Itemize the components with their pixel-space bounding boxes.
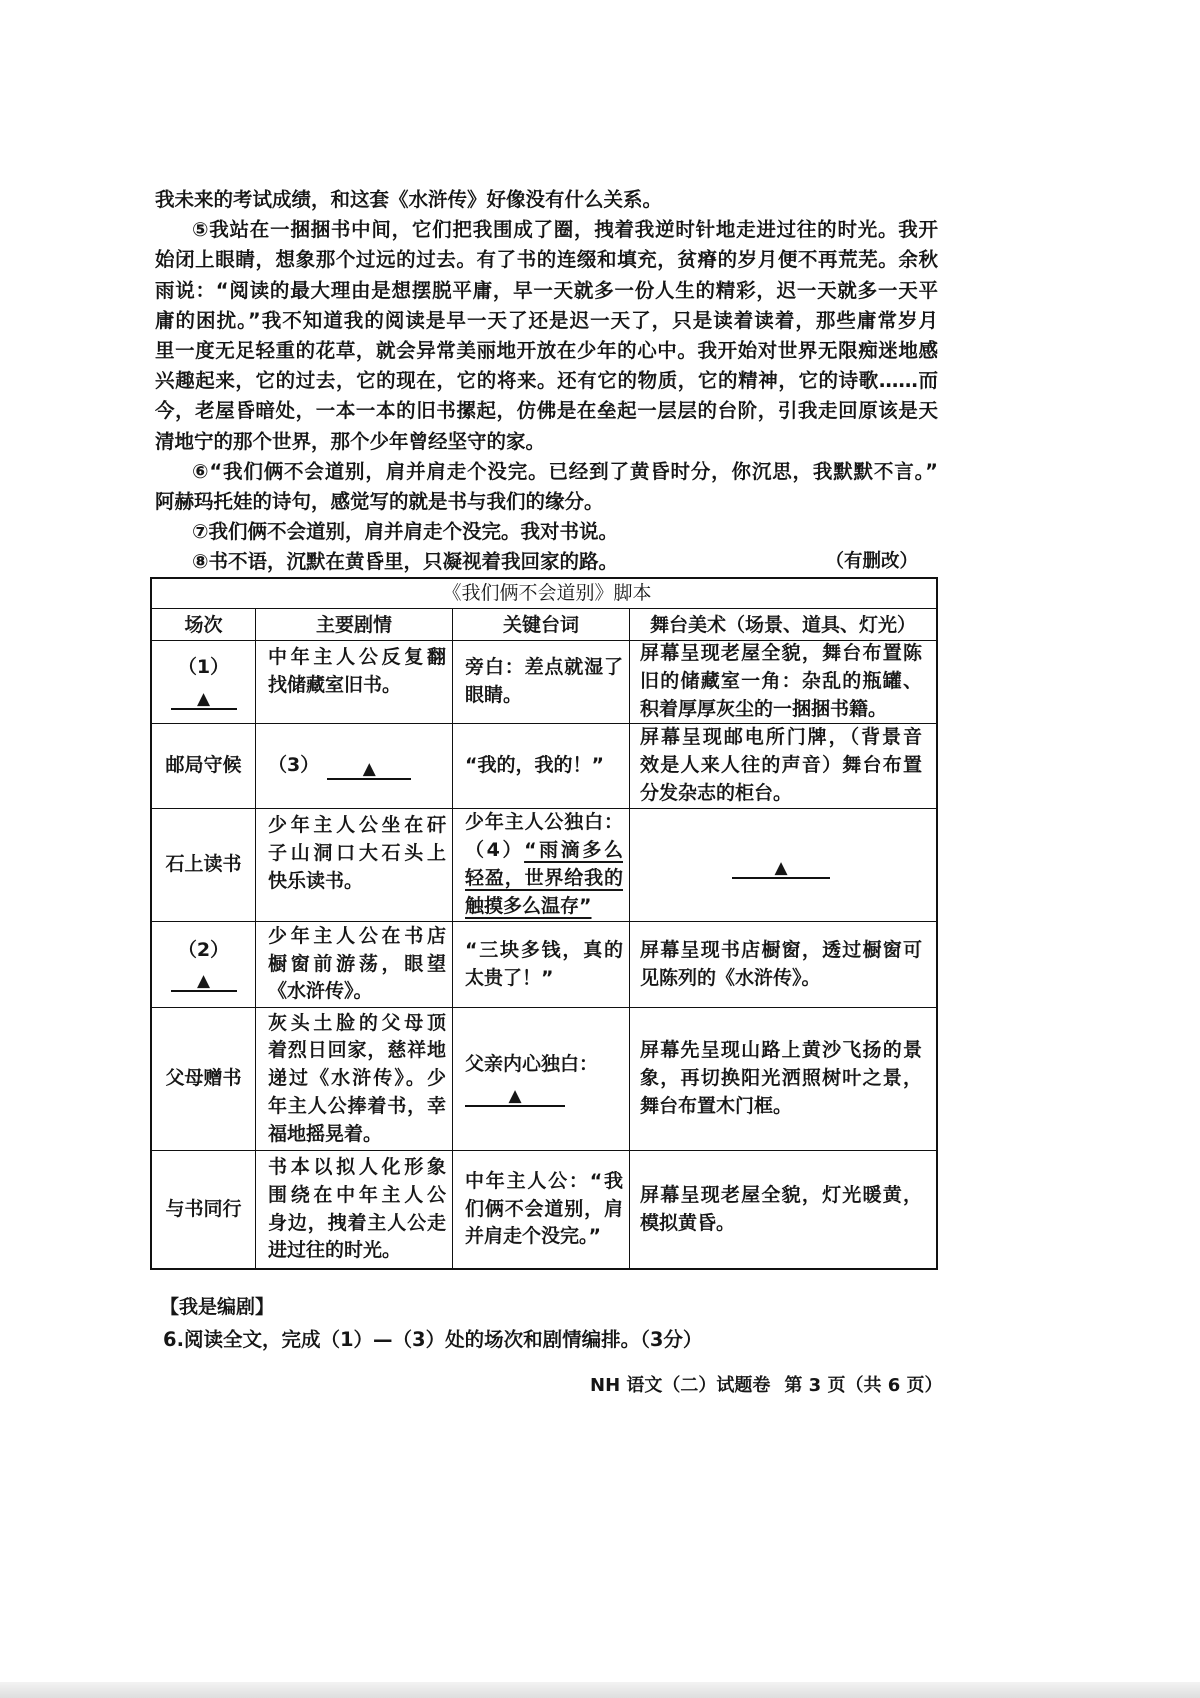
page-number: 第 3 页（共 6 页） [784, 1375, 943, 1396]
scene-text-line: 与书同行 [165, 1197, 242, 1220]
scene-cell [152, 1151, 256, 1268]
stage-text-line: 屏幕呈现书店橱窗，透过橱窗可 [640, 938, 922, 961]
stage-text-line: 象，再切换阳光洒照树叶之景， [640, 1067, 922, 1090]
passage-last-line [155, 547, 938, 577]
dialogue-text-line: “三块多钱，真的 [465, 938, 623, 961]
answer-blank-underline [171, 968, 237, 992]
stage-cell [630, 1008, 936, 1150]
plot-cell [256, 809, 453, 921]
table-title-row [152, 579, 936, 608]
dialogue-text-line: 中年主人公：“我 [465, 1169, 623, 1192]
passage-line: ⑥“我们俩不会道别，肩并肩走个没完。已经到了黄昏时分，你沉思，我默默不言。” [192, 459, 938, 483]
plot-text-line: 福地摇晃着。 [268, 1122, 383, 1145]
question-6: 6.阅读全文，完成（1）—（3）处的场次和剧情编排。（3分） [163, 1328, 703, 1351]
scene-cell [152, 724, 256, 808]
underlined-quote: 轻盈，世界给我的 [465, 867, 623, 889]
plot-text-line: 《水浒传》。 [268, 980, 373, 1003]
dialogue-text-line: 旁白：差点就湿了 [465, 656, 623, 679]
dialogue-text-line: “我的，我的！” [465, 754, 604, 777]
scene-text-line: 石上读书 [165, 853, 242, 876]
plot-cell [256, 1151, 453, 1268]
answer-blank-underline [327, 756, 411, 780]
plot-label: （3） [268, 754, 320, 777]
section-heading: 【我是编剧】 [160, 1296, 275, 1318]
table-row [152, 723, 936, 808]
plot-text-line: 快乐读书。 [268, 869, 364, 892]
script-table [150, 577, 938, 1270]
answer-blank-underline [171, 686, 237, 710]
table-row [152, 640, 936, 723]
underlined-quote: 触摸多么温存” [465, 894, 592, 917]
dialogue-text-line: 们俩不会道别，肩 [465, 1197, 623, 1220]
passage-line: 兴趣起来，它的过去，它的现在，它的将来。还有它的物质，它的精神，它的诗歌……而 [155, 369, 938, 393]
plot-cell [256, 922, 453, 1007]
header-plot: 主要剧情 [256, 609, 453, 640]
table-row [152, 1150, 936, 1268]
stage-text-line: 屏幕呈现邮电所门牌，（背景音 [640, 726, 922, 749]
answer-blank-underline [465, 1083, 565, 1107]
stage-text-line: 舞台布置木门框。 [640, 1094, 793, 1117]
plot-text-line: 橱窗前游荡，眼望 [268, 952, 446, 975]
table-row [152, 1007, 936, 1150]
plot-text-line: 书本以拟人化形象 [268, 1155, 446, 1178]
dialogue-text-line: 并肩走个没完。” [465, 1225, 601, 1248]
question-marker: （4） [465, 839, 525, 862]
dialogue-cell [453, 724, 630, 808]
plot-text-line: 着烈日回家，慈祥地 [268, 1039, 446, 1062]
stage-text-line: 积着厚厚灰尘的一捆捆书籍。 [640, 697, 888, 720]
scene-cell [152, 922, 256, 1007]
passage-line: 始闭上眼睛，想象那个过远的过去。有了书的连缀和填充，贫瘠的岁月便不再荒芜。余秋 [155, 248, 938, 272]
dialogue-text-line [465, 865, 623, 893]
header-scene: 场次 [152, 609, 256, 640]
plot-cell [256, 641, 453, 723]
exam-name: NH 语文（二）试题卷 [590, 1375, 771, 1396]
triangle-marker-icon: ▲ [196, 688, 211, 709]
dialogue-text-line: 眼睛。 [465, 684, 523, 706]
plot-text-line: 少年主人公在书店 [268, 924, 446, 947]
plot-text-line: 年主人公捧着书，幸 [268, 1094, 446, 1117]
dialogue-cell [453, 922, 630, 1007]
header-dialogue: 关键台词 [453, 609, 630, 640]
table-header-row [152, 608, 936, 640]
answer-blank-underline [732, 855, 830, 879]
table-row [152, 808, 936, 921]
scene-label: （2） [177, 938, 230, 961]
scene-label: （1） [177, 656, 230, 679]
scene-cell [152, 1008, 256, 1150]
stage-text-line: 效是人来人往的声音）舞台布置 [640, 754, 922, 777]
reading-passage [155, 185, 938, 577]
header-stage: 舞台美术（场景、道具、灯光） [649, 613, 916, 636]
plot-text-line: 围绕在中年主人公 [268, 1183, 446, 1206]
dialogue-cell [453, 809, 630, 921]
passage-line: 今，老屋昏暗处，一本一本的旧书摞起，仿佛是在垒起一层层的台阶，引我走回原该是天 [155, 399, 938, 423]
plot-cell [256, 1008, 453, 1150]
plot-text-line: 灰头土脸的父母顶 [268, 1011, 446, 1034]
triangle-marker-icon: ▲ [508, 1085, 522, 1106]
plot-text-line: 递过《水浒传》。少 [268, 1067, 446, 1090]
stage-text-line: 屏幕先呈现山路上黄沙飞扬的景 [640, 1039, 922, 1062]
passage-line: 里一度无足轻重的花草，就会异常美丽地开放在少年的心中。我开始对世界无限痴迷地感 [155, 338, 938, 362]
dialogue-cell [453, 1151, 630, 1268]
dialogue-text-line [465, 893, 623, 921]
table-body [152, 640, 936, 1268]
passage-line: ⑧书不语，沉默在黄昏里，只凝视着我回家的路。 [192, 550, 619, 574]
dialogue-cell [453, 641, 630, 723]
dialogue-cell [453, 1008, 630, 1150]
dialogue-text-line: 少年主人公独白： [465, 811, 623, 834]
passage-line: 清地宁的那个世界，那个少年曾经坚守的家。 [155, 429, 546, 453]
answer-blank [152, 965, 255, 993]
plot-text-line: 少年主人公坐在矸 [268, 814, 446, 836]
passage-line: 雨说：“阅读的最大理由是想摆脱平庸，早一天就多一份人生的精彩，迟一天就多一天平 [155, 278, 938, 302]
plot-text-line: 找储藏室旧书。 [268, 673, 402, 696]
plot-cell [256, 724, 453, 808]
stage-cell [630, 724, 936, 808]
page-footer [590, 1371, 943, 1397]
scene-cell [152, 809, 256, 921]
passage-line: 我未来的考试成绩，和这套《水浒传》好像没有什么关系。 [155, 188, 663, 211]
scene-text-line: 邮局守候 [165, 754, 242, 777]
passage-line: 阿赫玛托娃的诗句，感觉写的就是书与我们的缘分。 [155, 489, 604, 513]
plot-text-line: 身边，拽着主人公走 [268, 1211, 446, 1234]
stage-text-line: 模拟黄昏。 [640, 1211, 736, 1234]
passage-line: ⑤我站在一捆捆书中间，它们把我围成了圈，拽着我逆时针地走进过往的时光。我开 [192, 218, 938, 242]
scene-text-line: 父母赠书 [165, 1067, 242, 1090]
plot-text-line: 进过往的时光。 [268, 1239, 402, 1262]
stage-cell [630, 641, 936, 723]
stage-text-line: 屏幕呈现老屋全貌，灯光暖黄， [640, 1183, 922, 1206]
table-row [152, 921, 936, 1007]
stage-cell [630, 922, 936, 1007]
passage-line: 庸的困扰。”我不知道我的阅读是早一天了还是迟一天了，只是读着读着，那些庸常岁月 [155, 308, 938, 332]
dialogue-text-line: 太贵了！” [465, 966, 554, 989]
plot-text-line: 子山洞口大石头上 [268, 841, 446, 864]
stage-cell [630, 809, 936, 921]
answer-blank [152, 682, 255, 710]
stage-text-line: 分发杂志的柜台。 [640, 781, 793, 804]
scan-edge [0, 1682, 1200, 1698]
triangle-marker-icon: ▲ [196, 971, 211, 992]
stage-text-line: 见陈列的《水浒传》。 [640, 966, 821, 989]
answer-blank [640, 851, 922, 879]
answer-blank-line [268, 752, 446, 780]
triangle-marker-icon: ▲ [362, 758, 376, 779]
passage-line: ⑦我们俩不会道别，肩并肩走个没完。我对书说。 [192, 520, 619, 544]
stage-cell [630, 1151, 936, 1268]
dialogue-text-line: 父亲内心独白： [465, 1053, 599, 1076]
scene-cell [152, 641, 256, 723]
underlined-quote: “雨滴多么 [524, 839, 623, 862]
table-title: 《我们俩不会道别》脚本 [442, 582, 652, 604]
stage-text-line: 旧的储藏室一角：杂乱的瓶罐、 [640, 670, 922, 693]
source-note: （有删改） [825, 551, 918, 573]
plot-text-line: 中年主人公反复翻 [268, 646, 446, 668]
stage-text-line: 屏幕呈现老屋全貌，舞台布置陈 [640, 642, 922, 665]
dialogue-text-line [465, 837, 623, 865]
answer-blank [465, 1079, 623, 1107]
triangle-marker-icon: ▲ [774, 857, 788, 878]
